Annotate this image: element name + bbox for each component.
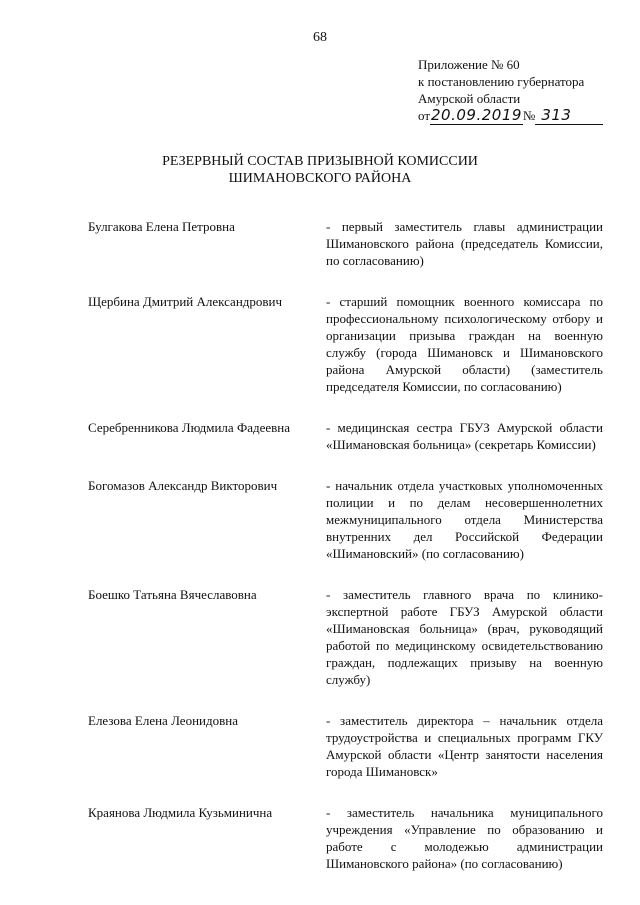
member-row	[88, 586, 603, 688]
handwritten-date: 20.09.2019	[431, 106, 522, 124]
member-row	[88, 419, 603, 453]
member-row	[88, 218, 603, 269]
handwritten-number: 313	[535, 107, 603, 125]
appendix-block	[418, 56, 628, 125]
member-name: Краянова Людмила Кузьминична	[88, 805, 273, 820]
member-name: Булгакова Елена Петровна	[88, 219, 235, 234]
member-role: - старший помощник военного комиссара по профессиональному психологическому отбору и организации призыва граждан на военную службу (города Шимановск и Шимановского района Амурской области) (заместитель председателя Комиссии, по согласованию)	[326, 294, 603, 394]
member-role: - первый заместитель главы администрации Шимановского района (председатель Комиссии, по согласованию)	[326, 219, 603, 268]
appendix-region: Амурской области	[418, 91, 521, 106]
member-role: - медицинская сестра ГБУЗ Амурской области «Шимановская больница» (секретарь Комиссии)	[326, 420, 603, 452]
member-name: Боешко Татьяна Вячеславовна	[88, 587, 257, 602]
member-row	[88, 293, 603, 395]
member-row	[88, 804, 603, 872]
number-prefix: №	[522, 108, 536, 123]
member-role: - заместитель директора – начальник отдела трудоустройства и специальных программ ГКУ Амурской области «Центр занятости населения города Шимановск»	[326, 713, 603, 779]
member-role: - заместитель начальника муниципального учреждения «Управление по образованию и работе с молодежью администрации Шимановского района» (по согласованию)	[326, 805, 603, 871]
member-name: Серебренникова Людмила Фадеевна	[88, 420, 291, 435]
member-row	[88, 477, 603, 562]
appendix-number: Приложение № 60	[418, 57, 520, 72]
appendix-decree: к постановлению губернатора	[418, 74, 585, 89]
document-title	[0, 153, 640, 187]
member-role: - заместитель главного врача по клинико-экспертной работе ГБУЗ Амурской области «Шимановская больница» (врач, руководящий работой по медицинскому освидетельствованию граждан, подлежащих призыву на военную службу)	[326, 587, 603, 687]
member-name: Богомазов Александр Викторович	[88, 478, 278, 493]
date-prefix: от	[418, 108, 431, 123]
member-name: Щербина Дмитрий Александрович	[88, 294, 283, 309]
member-role: - начальник отдела участковых уполномоченных полиции и по делам несовершеннолетних межмуниципального отдела Министерства внутренних дел Российской Федерации «Шимановский» (по согласованию)	[326, 478, 603, 561]
title-line-2: ШИМАНОВСКОГО РАЙОНА	[228, 171, 412, 186]
members-list	[88, 218, 603, 896]
member-row	[88, 712, 603, 780]
page-number: 68	[313, 30, 327, 45]
title-line-1: РЕЗЕРВНЫЙ СОСТАВ ПРИЗЫВНОЙ КОМИССИИ	[162, 154, 478, 169]
appendix-date-line	[418, 107, 628, 125]
member-name: Елезова Елена Леонидовна	[88, 713, 238, 728]
